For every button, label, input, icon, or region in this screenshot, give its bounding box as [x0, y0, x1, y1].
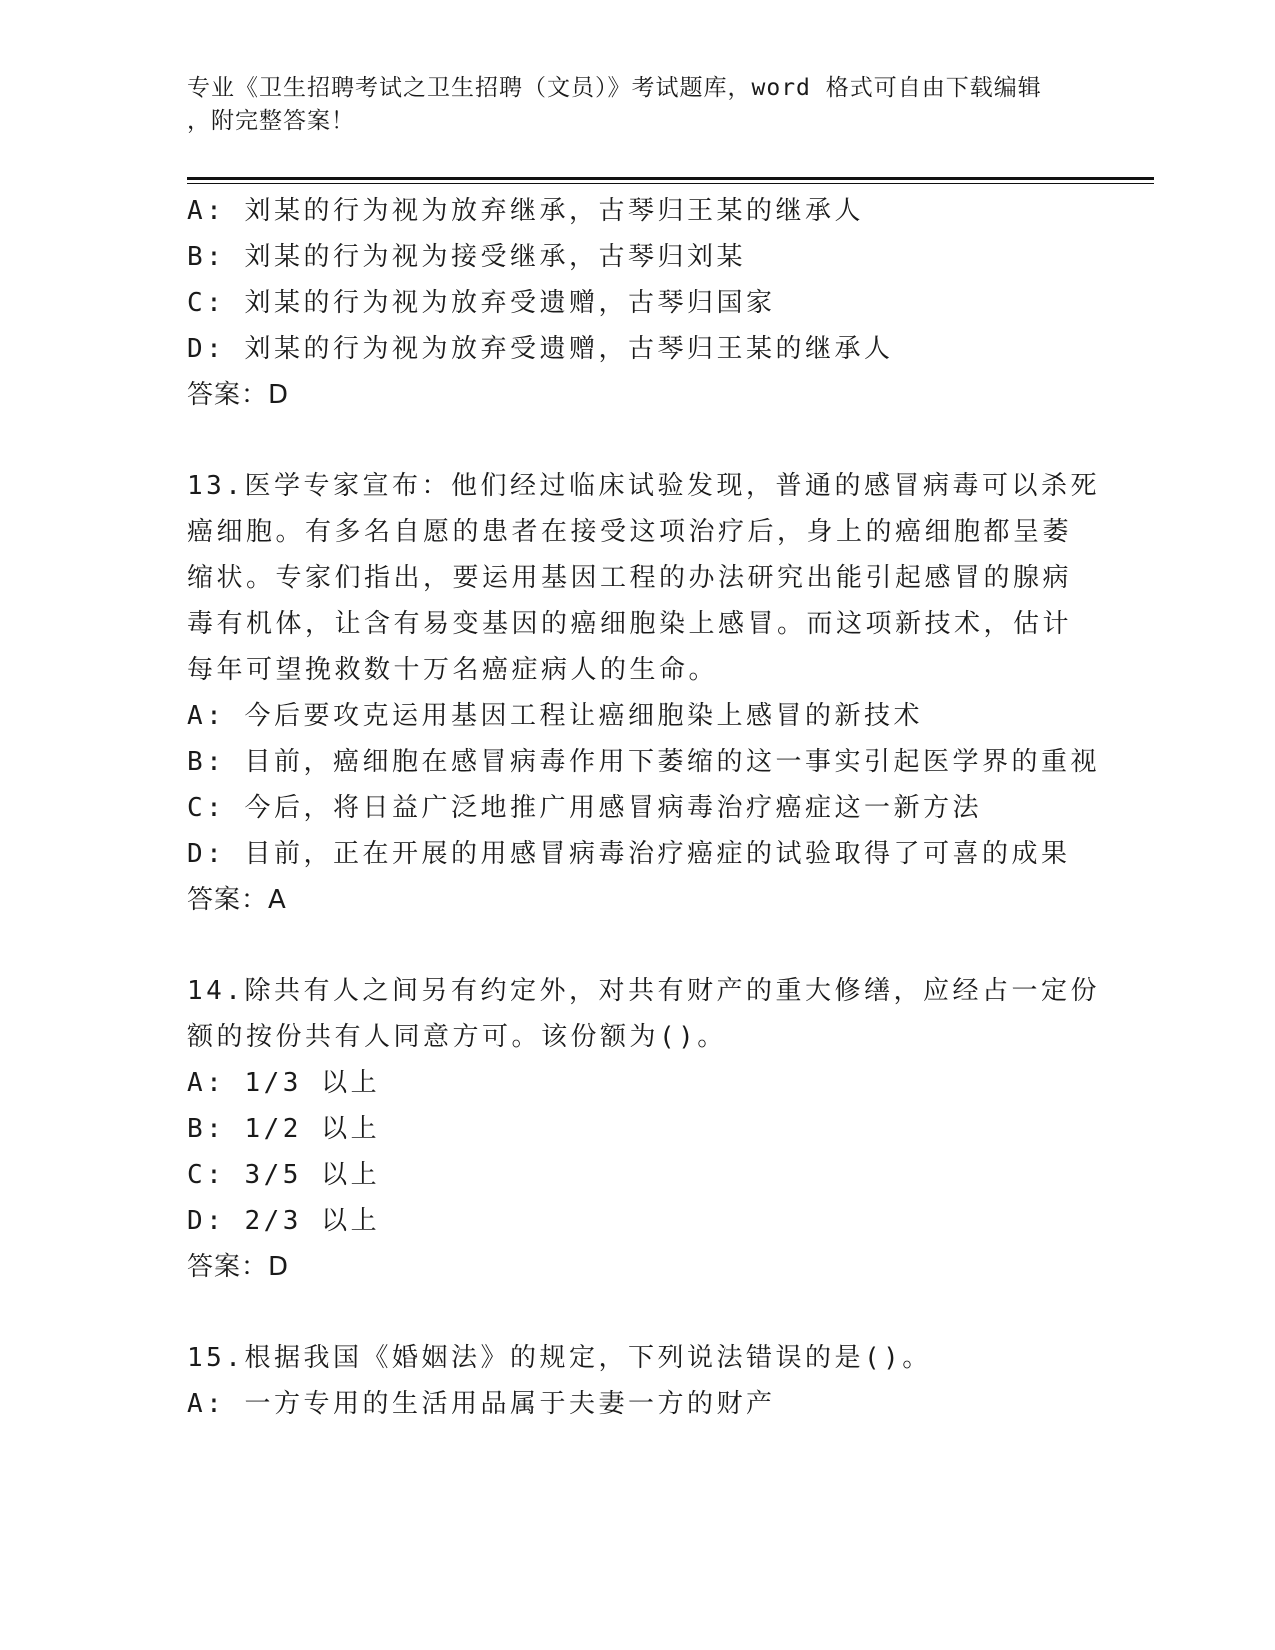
- answer: 答案：D: [187, 1252, 290, 1282]
- answer: 答案：A: [187, 885, 287, 915]
- option-d: D: 目前，正在开展的用感冒病毒治疗癌症的试验取得了可喜的成果: [187, 839, 1071, 869]
- question-stem-line: 额的按份共有人同意方可。该份额为()。: [187, 1022, 727, 1052]
- header-rule-thick: [187, 177, 1154, 180]
- document-body: [187, 188, 1100, 1427]
- question-15: [187, 1335, 1087, 1427]
- question-stem-line: 毒有机体，让含有易变基因的癌细胞染上感冒。而这项新技术，估计: [187, 609, 1073, 639]
- option-c: C: 3/5 以上: [187, 1160, 381, 1190]
- question-stem-line: 13.医学专家宣布：他们经过临床试验发现，普通的感冒病毒可以杀死: [187, 471, 1100, 501]
- option-c: C: 刘某的行为视为放弃受遗赠，古琴归国家: [187, 288, 776, 318]
- spacer: [187, 418, 1087, 463]
- question-stem-line: 15.根据我国《婚姻法》的规定，下列说法错误的是()。: [187, 1343, 932, 1373]
- spacer: [187, 1290, 1087, 1335]
- answer: 答案：D: [187, 380, 290, 410]
- question-stem-line: 14.除共有人之间另有约定外，对共有财产的重大修缮，应经占一定份: [187, 976, 1100, 1006]
- option-b: B: 1/2 以上: [187, 1114, 381, 1144]
- question-stem-line: 每年可望挽救数十万名癌症病人的生命。: [187, 655, 719, 685]
- spacer: [187, 923, 1087, 968]
- header-rule-thin: [187, 183, 1154, 184]
- option-d: D: 2/3 以上: [187, 1206, 381, 1236]
- page-header: [187, 72, 1067, 138]
- option-a: A: 一方专用的生活用品属于夫妻一方的财产: [187, 1389, 776, 1419]
- question-stem-line: 癌细胞。有多名自愿的患者在接受这项治疗后，身上的癌细胞都呈萎: [187, 517, 1073, 547]
- option-a: A: 今后要攻克运用基因工程让癌细胞染上感冒的新技术: [187, 701, 923, 731]
- option-b: B: 刘某的行为视为接受继承，古琴归刘某: [187, 242, 746, 272]
- option-c: C: 今后，将日益广泛地推广用感冒病毒治疗癌症这一新方法: [187, 793, 982, 823]
- option-b: B: 目前，癌细胞在感冒病毒作用下萎缩的这一事实引起医学界的重视: [187, 747, 1100, 777]
- header-line-2: ，附完整答案！: [187, 108, 355, 134]
- question-stem-line: 缩状。专家们指出，要运用基因工程的办法研究出能引起感冒的腺病: [187, 563, 1073, 593]
- question-12: [187, 188, 1087, 418]
- option-a: A: 1/3 以上: [187, 1068, 381, 1098]
- option-a: A: 刘某的行为视为放弃继承，古琴归王某的继承人: [187, 196, 864, 226]
- header-line-1: 专业《卫生招聘考试之卫生招聘（文员）》考试题库，word 格式可自由下载编辑: [187, 75, 1042, 101]
- question-13: [187, 463, 1100, 923]
- question-14: [187, 968, 1100, 1290]
- option-d: D: 刘某的行为视为放弃受遗赠，古琴归王某的继承人: [187, 334, 894, 364]
